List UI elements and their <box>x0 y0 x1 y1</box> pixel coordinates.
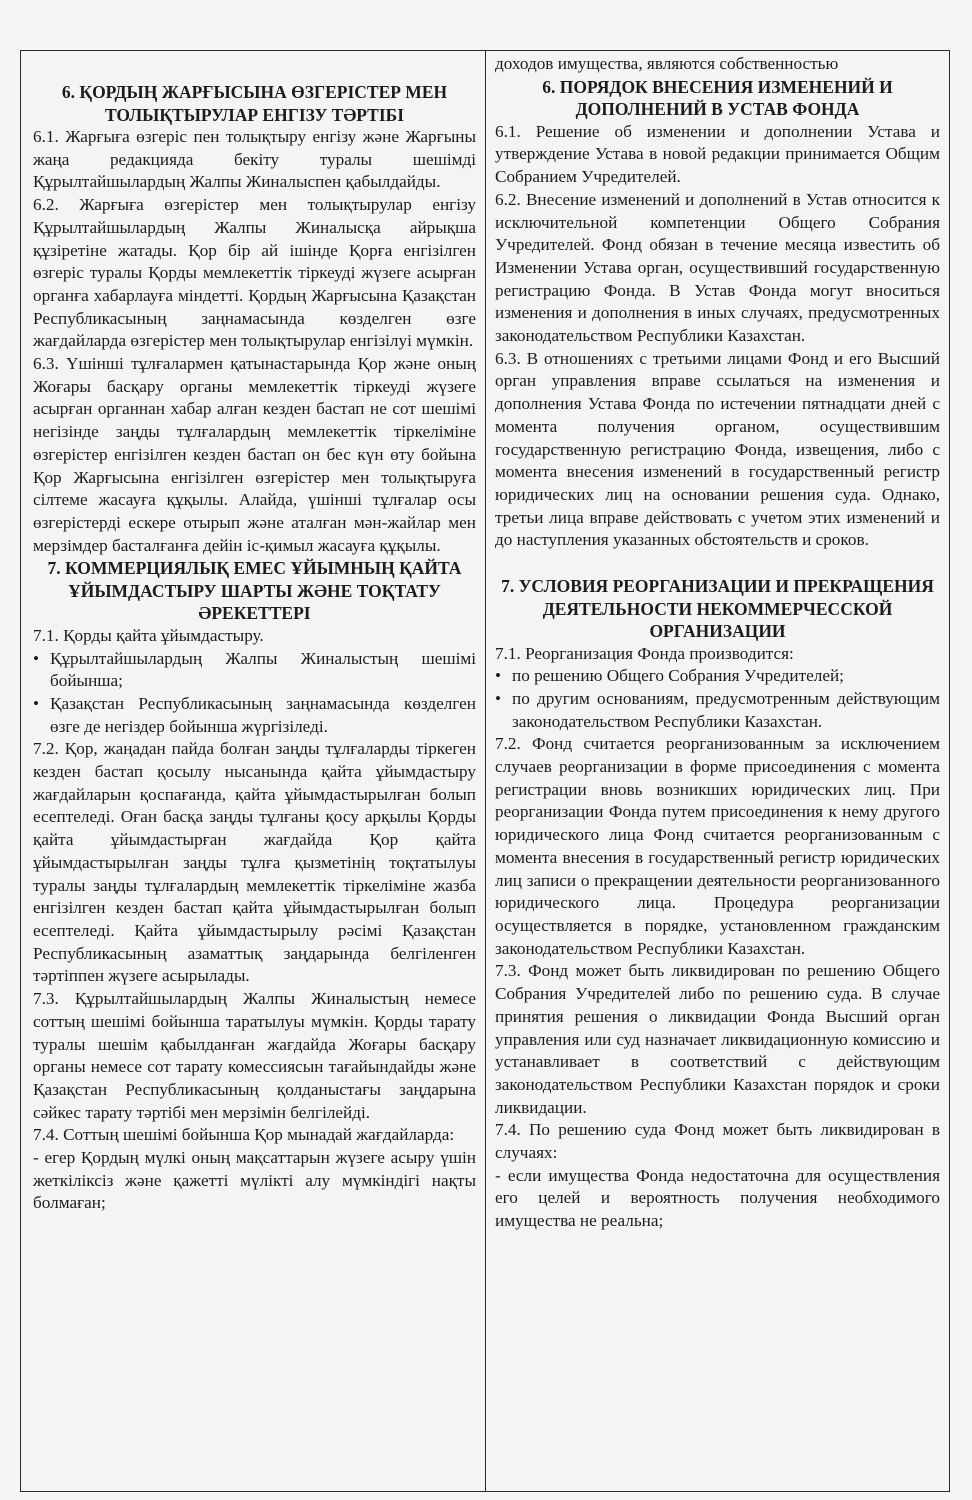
clause-7-2-kz: 7.2. Қор, жаңадан пайда болған заңды тұлғаларды тіркеген кезден бастап қосылу нысанында қайта ұйымдастыру жағдайларын қоспағанда, қайта ұйымдастырылған болып есептеледі. Оған басқа заңды тұлғаны қосу арқылы Қорды қайта ұйымдастырған жағдайда Қор қайта ұйымдастырылған заңды тұлға қызметінің тоқтатылуы туралы заңды тұлғалардың мемлекеттік тіркеліміне жазба енгізілген кезден бастап қайта ұйымдастырылған болып есептеледі. Қайта ұйымдастырылу рәсімі Қазақстан Республикасының азаматтық заңдарында белгіленген тәртіппен жүзеге асырылады. <box>33 739 476 986</box>
section-7-heading-kz: 7. КОММЕРЦИЯЛЫҚ ЕМЕС ҰЙЫМНЫҢ ҚАЙТА ҰЙЫМДАСТЫРУ ШАРТЫ ЖӘНЕ ТОҚТАТУ ӘРЕКЕТТЕРІ <box>47 558 462 624</box>
clause-6-3-ru: 6.3. В отношениях с третьими лицами Фонд и его Высший орган управления вправе ссылаться на изменения и дополнения Устава Фонда по истечении пятнадцати дней с момента получения органом, осуществившим государственную регистрацию Фонда, извещения, либо с момента внесения изменений в государственный регистр юридических лиц на основании решения суда. Однако, третьи лица вправе действовать с учетом этих изменений и до наступления указанных обстоятельств и сроков. <box>495 348 940 550</box>
bullet-7-1-b-kz: • Қазақстан Республикасының заңнамасында көзделген өзге де негіздер бойынша жүргізіледі. <box>33 693 476 738</box>
clause-7-2-ru: 7.2. Фонд считается реорганизованным за исключением случаев реорганизации в форме присоединения с момента регистрации вновь возникших юридических лиц. При реорганизации Фонда путем присоединения к нему другого юридического лица Фонд считается реорганизованным с момента внесения в государственный регистр юридических лиц записи о прекращении деятельности реорганизованного юридического лица. Процедура реорганизации осуществляется в порядке, установленном гражданским законодательством Республики Казахстан. <box>495 734 940 958</box>
russian-column <box>485 51 949 1491</box>
section-7-heading-ru: 7. УСЛОВИЯ РЕОРГАНИЗАЦИИ И ПРЕКРАЩЕНИЯ ДЕЯТЕЛЬНОСТИ НЕКОММЕРЧЕССКОЙ ОРГАНИЗАЦИИ <box>501 576 934 642</box>
continuation-text-ru: доходов имущества, являются собственностью <box>495 54 839 73</box>
document-page <box>20 50 950 1492</box>
section-6-heading-kz: 6. ҚОРДЫҢ ЖАРҒЫСЫНА ӨЗГЕРІСТЕР МЕН ТОЛЫҚТЫРУЛАР ЕНГІЗУ ТӘРТІБІ <box>61 82 448 125</box>
clause-7-1-ru: 7.1. Реорганизация Фонда производится: <box>495 643 794 663</box>
clause-7-3-ru: 7.3. Фонд может быть ликвидирован по решению Общего Собрания Учредителей либо по решению суда. В случае принятия решения о ликвидации Фонда Высший орган управления или суд назначает ликвидационную комиссию и устанавливает в соответствий с действующим законодательством Республики Казахстан порядок и сроки ликвидации. <box>495 961 940 1117</box>
bullet-7-1-a-kz: • Құрылтайшылардың Жалпы Жиналыстың шешімі бойынша; <box>33 648 476 693</box>
kazakh-column <box>21 51 485 1491</box>
clause-7-4-a-kz: - егер Қордың мүлкі оның мақсаттарын жүзеге асыру үшін жеткіліксіз және қажетті мүлікті алу мүмкіндігі нақты болмаған; <box>33 1148 476 1213</box>
clause-7-4-kz: 7.4. Соттың шешімі бойынша Қор мынадай жағдайларда: <box>33 1125 455 1145</box>
clause-7-1-kz: 7.1. Қорды қайта ұйымдастыру. <box>33 625 264 645</box>
bullet-7-1-b-ru: • по другим основаниям, предусмотренным действующим законодательством Республики Казахстан. <box>495 688 940 733</box>
clause-7-4-a-ru: - если имущества Фонда недостаточна для осуществления его целей и вероятность получения необходимого имущества не реальна; <box>495 1165 940 1231</box>
clause-6-3-kz: 6.3. Үшінші тұлғалармен қатынастарында Қор және оның Жоғары басқару органы мемлекеттік тіркеуді жүзеге асырған органнан хабар алған кезден бастап не сот шешімі негізінде заңды тұлғалардың мемлекеттік тіркеліміне өзгерістер енгізілген кезден бастап он бес күн өту бойына Қор Жарғысына енгізілген өзгерістер мен толықтыруға сілтеме жасауға құқылы. Алайда, үшінші тұлғалар осы өзгерістерді ескере отырып және аталған мән-жайлар мен мерзімдер басталғанға дейін іс-қимыл жасауға құқылы. <box>33 354 476 555</box>
spacer <box>495 552 940 575</box>
clause-6-2-ru: 6.2. Внесение изменений и дополнений в Устав относится к исключительной компетенции Общего Собрания Учредителей. Фонд обязан в течение месяца известить об Изменении Устава орган, осуществивший государственную регистрацию Фонда. В Устав Фонда могут вноситься изменения и дополнения в иных случаях, предусмотренных законодательством Республики Казахстан. <box>495 189 940 346</box>
section-6-heading-ru: 6. ПОРЯДОК ВНЕСЕНИЯ ИЗМЕНЕНИЙ И ДОПОЛНЕНИЙ В УСТАВ ФОНДА <box>542 76 893 120</box>
bullet-7-1-a-ru: • по решению Общего Собрания Учредителей; <box>495 665 940 688</box>
clause-6-1-kz: 6.1. Жарғыға өзгеріс пен толықтыру енгізу және Жарғыны жаңа редакцияда бекіту туралы шешімді Құрылтайшылардың Жалпы Жиналыспен қабылдайды. <box>33 127 476 192</box>
clause-6-1-ru: 6.1. Решение об изменении и дополнении Устава и утверждение Устава в новой редакции принимается Общим Собранием Учредителей. <box>495 121 940 187</box>
clause-6-2-kz: 6.2. Жарғыға өзгерістер мен толықтырулар енгізу Құрылтайшылардың Жалпы Жиналысқа айрықша құзіретіне жатады. Қор бір ай ішінде Қорға енгізілген өзгеріс туралы Қорды мемлекеттік тіркеуді жүзеге асырған органға хабарлауға міндетті. Қордың Жарғысына Қазақстан Республикасының заңнамасында көзделген өзге жағдайларда өзгерістер мен толықтырулар енгізілуі мүмкін. <box>33 195 476 351</box>
clause-7-4-ru: 7.4. По решению суда Фонд может быть ликвидирован в случаях: <box>495 1120 940 1163</box>
clause-7-3-kz: 7.3. Құрылтайшылардың Жалпы Жиналыстың немесе соттың шешімі бойынша таратылуы мүмкін. Қорды тарату туралы шешім қабылданған жағдайда Жоғары басқару органы немесе сот тарату комессиясын тағайындайды және Қазақстан Республикасының қолданыстағы заңдарына сәйкес тарату тәртібі мен мерзімін белгілейді. <box>33 989 476 1122</box>
